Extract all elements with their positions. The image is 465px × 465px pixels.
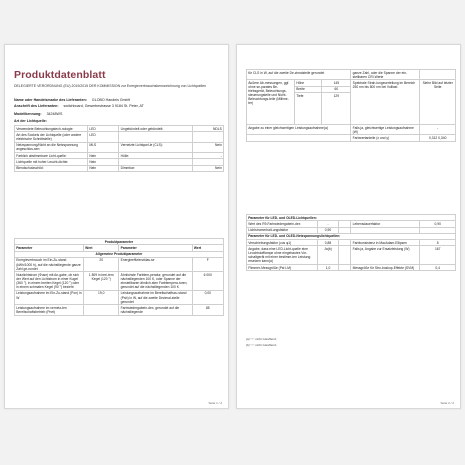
dimensions-table: [246, 69, 456, 142]
table-row: Flimmer-Messgröße (Pst LM) 1,0 Messgröße für Stro-boskop-Effekte (SVM) 0,4: [247, 264, 456, 270]
model-label: Modellkennung:: [14, 112, 42, 116]
address-label: Anschrift des Lieferanten:: [14, 104, 59, 108]
table-row: Leistungsaufnahme im vernetz-ten Bereitschaftsbetrieb (Pnet) Farbwiedergabein-dex, gerundet auf die nächstliegende 85: [15, 305, 224, 315]
page-number: Seite 1 / 2: [208, 401, 222, 405]
table-row: für CLS in W, auf die zweite De-zimalstelle gerundet ganze Zahl, oder die Spanne der ein-stellbaren CRI-Werte: [247, 70, 456, 80]
light-type-heading: Art der Lichtquelle:: [14, 119, 47, 123]
table-row: Nutzlichtstrom (Φuse) mit An-gabe, ob sich der Wert auf den Lichtstrom in einer Kugel (360 °), in einem breiten Kegel (120 °) oder in einem schmalen Kegel (90 °) bezieht 1 809 in brei-tem Kegel (120 °) Ähnlichste Farbtem-peratur, gerundet auf die nächstliegenden 100 K, oder Spanne der einstellbaren ähnlich-sten Farbtempera-turen, gerundet auf die nächstliegenden 100 K 6 000: [15, 272, 224, 291]
table-row: Blendschutzschild: Nein Dimmbar: Nein: [16, 166, 222, 171]
page-number: Seite 2 / 2: [440, 401, 454, 405]
address-value: switchboard, Gewerbestrasse 3 9184 St. Peter, AT: [63, 104, 144, 108]
footnote: (a) "-": nicht zutreffend;: [246, 337, 277, 341]
regulation-subtitle: DELEGIERTE VERORDNUNG (EU) 2019/2015 DER KOMMISSION zur Energieverbrauchskennzeichnung von Lichtquellen: [14, 84, 207, 88]
section-heading: Parameter für LED- und OLED-Lichtquellen:: [247, 215, 456, 221]
model-value: 34248WS: [46, 112, 63, 116]
supplier-row: [14, 98, 130, 102]
table-row: Tiefe 129: [247, 92, 456, 124]
supplier-value: GLOBO Handels GmbH: [91, 98, 131, 102]
table-row: Art des Sockels der Lichtquelle (oder andere elektrische Schnittstelle) LED: [15, 132, 224, 142]
table-row: Energieverbrauch im Ein-Zu-stand (kWh/1000 h), auf die nächstliegende ganze Zahl ge-rundet 20 Energieeffizienzklas-se F: [15, 257, 224, 271]
footnote: (b) "-": nicht zutreffend;: [246, 343, 277, 347]
table-row: Breite 60: [247, 86, 456, 92]
datasheet-page-1: [4, 44, 229, 409]
table-row: Verschiebungsfaktor (cos φ1) 0,88 Farbkonsistenz in MacAdam-Ellipsen 5: [247, 240, 456, 246]
table-row: Angabe zu einer gleichwertigen Leistungsaufnahme(a) Falls ja, gleichwertige Leistungsaufnahme (W) -: [247, 124, 456, 134]
table-header-row: Parameter Wert Parameter Wert: [15, 245, 224, 251]
table-row: Farbwertanteile (x und y) 0,312 0,340: [247, 135, 456, 141]
table-row: Farblich abstimmbare Licht-quelle: Nein Hülle: -: [16, 153, 222, 158]
light-type-table: [14, 125, 224, 172]
datasheet-page-2: [236, 44, 461, 409]
table-row: Verwendete Beleuchtungstech-nologie: LED Ungebündelt oder gebündelt: NDLS: [16, 126, 222, 131]
supplier-label: Name oder Handelsmarke des Lieferanten:: [14, 98, 87, 102]
section-heading: Parameter für LED- und OLED-Netzspannungslichtquellen:: [247, 233, 456, 239]
table-row: Lichtquelle mit hoher Leucht-dichte: Nein: [15, 159, 224, 165]
address-row: [14, 104, 144, 108]
table-row: Lichtstromerhalt-ungsfaktor 0,90: [247, 227, 456, 233]
table-row: Angabe, dass eine LED-Licht-quelle eine Leuchtstofflampe ohne eingebautes Vor-schaltgerät mit einer bestimm-ten Leistung ersetzen kann(a) Ja(b) Falls ja, Angabe zur Ersatzleistung (W) 167: [247, 246, 456, 265]
table-row: Wert des R9-Farbwiedergabein-dex - Lebensdauerfaktor 0,90: [247, 221, 456, 227]
led-params-table: [246, 214, 456, 271]
model-row: [14, 112, 62, 116]
page-title: Produktdatenblatt: [14, 69, 106, 81]
section-heading: Allgemeine Produktparameter: [15, 251, 224, 257]
table-row: Netzspannung/Nicht an die Netzspannung angeschlos-sen: MLS Vernetzte Lichtquel-le (CLS): Nein: [16, 143, 222, 152]
table-row: Leistungsaufnahme im Ein-Zu-stand (Pon) in W 19,0 Leistungsaufnahme im Bereitschaftszu-stand (Psb) in W, auf die zweite Dezimal-stelle gerundet 0,00: [15, 290, 224, 304]
product-params-table: [14, 238, 224, 316]
table-row: Äußere Ab-messungen, ggf. ohne se-parates Be-triebsgerät, Beleuchtungs-steuerungsteile und Nicht-Beleuchtungs-teile (Millime-ter) Höhe 145 Spektrale Strah-lungsverteilung im Bereich 250 nm bis 800 nm bei Volllast Siehe Bild auf letzter Seite: [247, 80, 456, 86]
section-heading: Produktparameter: [15, 239, 224, 245]
